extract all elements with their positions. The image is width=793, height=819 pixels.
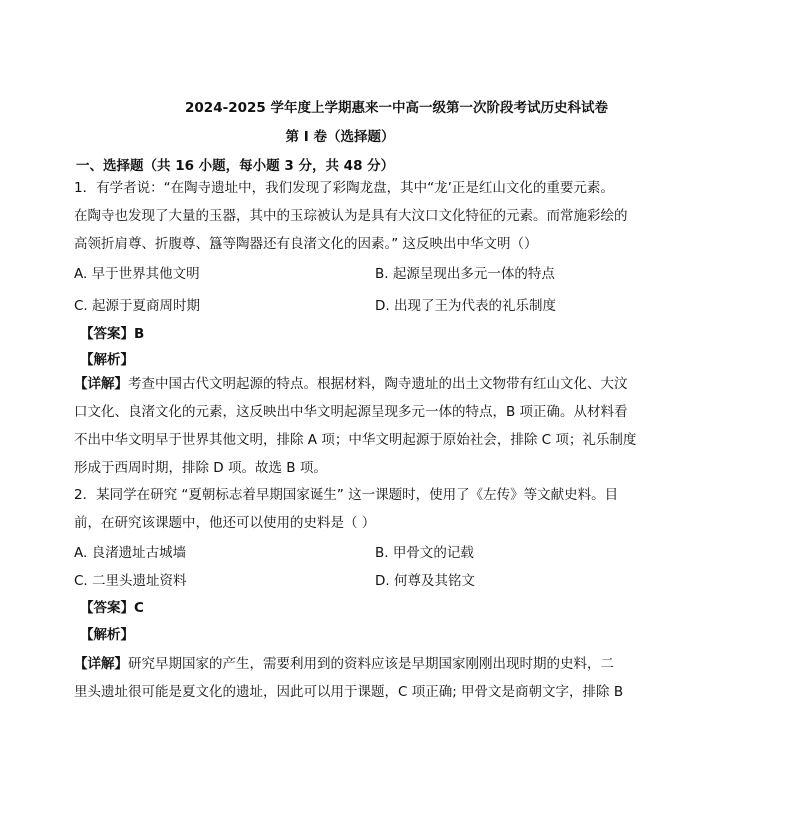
question-1-option-c: C. 起源于夏商周时期 bbox=[74, 298, 201, 314]
question-2-detail-line: 研究早期国家的产生，需要利用到的资料应该是早期国家刚刚出现时期的史料，二 bbox=[128, 656, 614, 672]
question-1-detail-line: 口文化、良渚文化的元素，这反映出中华文明起源呈现多元一体的特点，B 项正确。从材料看 bbox=[74, 404, 628, 420]
question-1-answer: 【答案】B bbox=[80, 326, 145, 342]
question-1-detail-line: 考查中国古代文明起源的特点。根据材料，陶寺遗址的出土文物带有红山文化、大汶 bbox=[128, 376, 628, 392]
question-1-line: 1．有学者说：“在陶寺遗址中，我们发现了彩陶龙盘，其中“龙’正是红山文化的重要元素。 bbox=[74, 180, 614, 196]
question-2-detail-line: 里头遗址很可能是夏文化的遗址，因此可以用于课题，C 项正确; 甲骨文是商朝文字，排除 B bbox=[74, 684, 624, 700]
question-2-stem bbox=[74, 481, 654, 537]
question-1-option-a: A. 早于世界其他文明 bbox=[74, 266, 200, 282]
question-2-option-a: A. 良渚遗址古城墙 bbox=[74, 545, 187, 561]
question-2-line: 前，在研究该课题中，他还可以使用的史料是（ ） bbox=[74, 515, 376, 531]
exam-title: 2024-2025 学年度上学期惠来一中高一级第一次阶段考试历史科试卷 bbox=[185, 100, 608, 116]
question-1-analysis-label: 【解析】 bbox=[80, 352, 134, 368]
question-2-option-c: C. 二里头遗址资料 bbox=[74, 573, 187, 589]
question-1-detail-tag: 【详解】 bbox=[74, 376, 128, 392]
question-2-detail-tag: 【详解】 bbox=[74, 656, 128, 672]
question-2-analysis-label: 【解析】 bbox=[80, 627, 134, 643]
question-1-line: 在陶寺也发现了大量的玉器，其中的玉琮被认为是具有大汶口文化特征的元素。而常施彩绘的 bbox=[74, 208, 628, 224]
question-1-detail bbox=[74, 370, 654, 482]
question-2-line: 2．某同学在研究 “夏朝标志着早期国家诞生” 这一课题时，使用了《左传》等文献史料。目 bbox=[74, 487, 619, 503]
question-2-option-b: B. 甲骨文的记载 bbox=[375, 545, 474, 561]
section-heading: 一、选择题（共 16 小题，每小题 3 分，共 48 分） bbox=[76, 158, 395, 174]
question-1-option-b: B. 起源呈现出多元一体的特点 bbox=[375, 266, 555, 282]
question-1-option-d: D. 出现了王为代表的礼乐制度 bbox=[375, 298, 556, 314]
question-1-line: 高领折肩尊、折腹尊、簋等陶器还有良渚文化的因素。” 这反映出中华文明（） bbox=[74, 236, 538, 252]
question-2-option-d: D. 何尊及其铭文 bbox=[375, 573, 475, 589]
question-2-detail bbox=[74, 650, 654, 706]
question-1-detail-line: 形成于西周时期，排除 D 项。故选 B 项。 bbox=[74, 460, 327, 476]
volume-subtitle: 第 I 卷（选择题） bbox=[285, 129, 395, 145]
question-1-stem bbox=[74, 174, 654, 258]
question-2-answer: 【答案】C bbox=[80, 600, 144, 616]
question-1-detail-line: 不出中华文明早于世界其他文明，排除 A 项；中华文明起源于原始社会，排除 C 项；礼乐制度 bbox=[74, 432, 637, 448]
